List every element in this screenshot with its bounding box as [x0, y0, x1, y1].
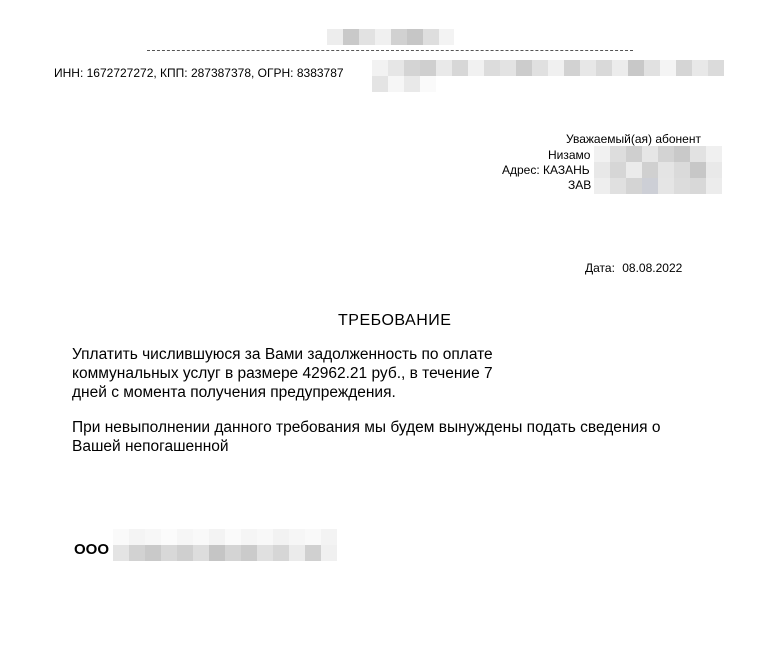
redacted-signature	[113, 529, 337, 561]
redacted-recipient	[594, 146, 722, 194]
redacted-org-name	[327, 29, 454, 45]
date-line	[585, 261, 682, 275]
body-line: При невыполнении данного требования мы будем вынуждены подать сведения о	[72, 419, 661, 436]
recipient-greeting: Уважаемый(ая) абонент	[566, 132, 701, 146]
redacted-company-details	[372, 60, 724, 92]
body-line: дней с момента получения предупреждения.	[72, 384, 396, 401]
company-details: ИНН: 1672727272, КПП: 287387378, ОГРН: 8383787	[54, 66, 344, 80]
document-title: ТРЕБОВАНИЕ	[338, 312, 452, 329]
recipient-name: Низамо	[548, 148, 591, 162]
body-line: Уплатить числившуюся за Вами задолженность по оплате	[72, 346, 493, 363]
body-line: Вашей непогашенной	[72, 438, 229, 455]
signature-company: ООО	[74, 541, 110, 558]
recipient-address-line2: ЗАВ	[568, 178, 592, 192]
date-label: Дата:	[585, 261, 615, 275]
header-divider	[147, 50, 633, 51]
body-paragraph-2	[72, 418, 660, 456]
body-paragraph-1	[72, 345, 493, 402]
date-value: 08.08.2022	[622, 261, 683, 275]
recipient-address: Адрес: КАЗАНЬ	[502, 163, 590, 177]
body-line: коммунальных услуг в размере 42962.21 руб., в течение 7	[72, 365, 493, 382]
